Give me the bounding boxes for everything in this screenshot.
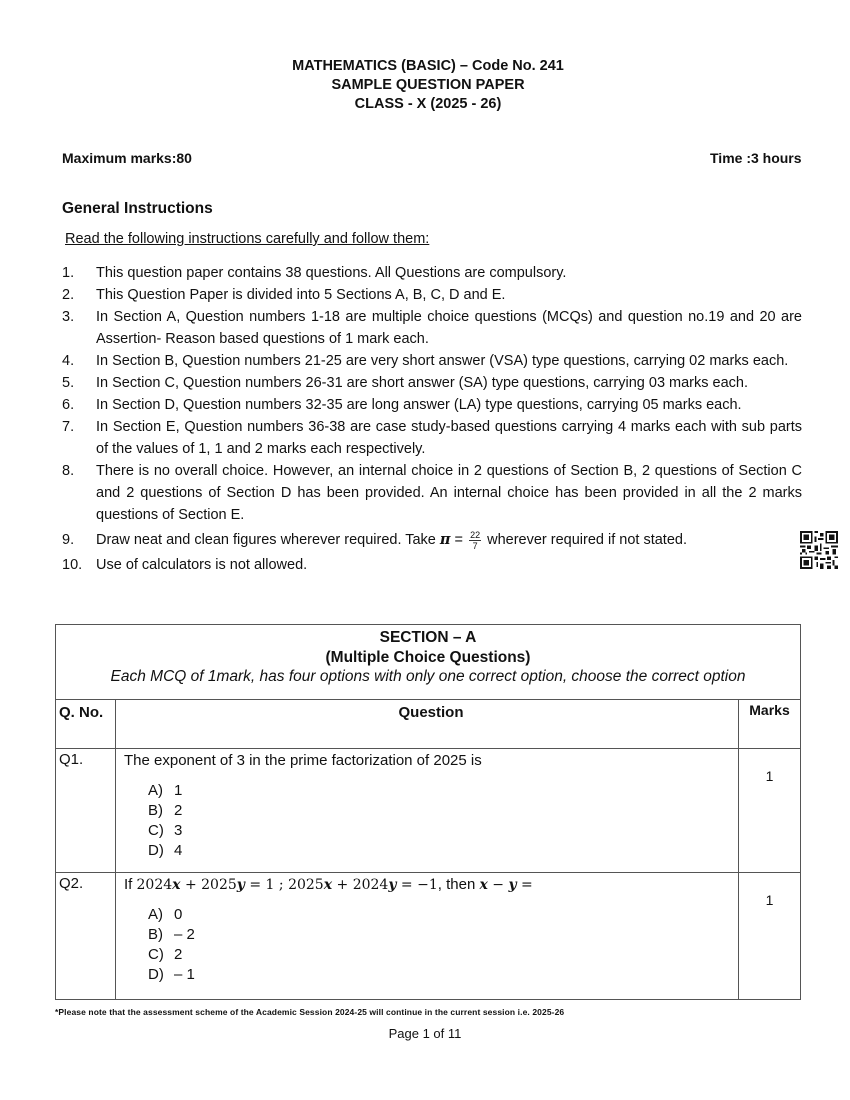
section-a-table xyxy=(55,624,801,1000)
instruction-item xyxy=(62,262,802,284)
option-value: 2 xyxy=(174,802,183,819)
option-label: D) xyxy=(148,966,164,983)
math-var: y xyxy=(236,877,245,893)
math-term: = xyxy=(516,877,533,893)
option-label: B) xyxy=(148,802,163,819)
math-term: 2025 xyxy=(288,877,324,893)
instruction-text: Use of calculators is not allowed. xyxy=(96,557,308,573)
instruction-number: 7. xyxy=(62,419,75,435)
option-value: 2 xyxy=(174,946,183,963)
option-value: – 1 xyxy=(174,966,195,983)
option-label: B) xyxy=(148,926,163,943)
title-subject: MATHEMATICS (BASIC) – Code No. 241 xyxy=(292,58,564,74)
instruction-item xyxy=(62,554,802,576)
option-item xyxy=(148,925,738,945)
footer-note: *Please note that the assessment scheme of the Academic Session 2024-25 will continue in the current session i.e. 2025-26 xyxy=(55,1007,565,1017)
instructions-intro: Read the following instructions carefully and follow them: xyxy=(65,231,430,247)
option-item xyxy=(148,781,738,801)
instruction-text: This Question Paper is divided into 5 Sections A, B, C, D and E. xyxy=(96,287,506,303)
math-term: = 1 ; xyxy=(244,877,289,893)
math-var: y xyxy=(388,877,397,893)
title-class: CLASS - X (2025 - 26) xyxy=(354,96,502,112)
instruction-number: 4. xyxy=(62,353,75,369)
question-marks: 1 xyxy=(765,892,774,908)
equation-1 xyxy=(137,877,289,893)
math-var: x xyxy=(479,877,488,893)
math-term: = −1 xyxy=(396,877,438,893)
option-item xyxy=(148,945,738,965)
instruction-number: 6. xyxy=(62,397,75,413)
instruction-text-part: wherever required if not stated. xyxy=(483,532,687,548)
pi-symbol: π xyxy=(439,531,451,548)
instruction-text: There is no overall choice. However, an internal choice in 2 questions of Section B, 2 questions of Section C and 2 questions of Section D has been provided. An internal choice has been provided in all the 2 marks questions of Section E. xyxy=(96,463,802,523)
option-item xyxy=(148,965,738,985)
section-description: Each MCQ of 1mark, has four options with only one correct option, choose the correct option xyxy=(110,668,746,685)
section-subtitle: (Multiple Choice Questions) xyxy=(325,648,531,666)
table-header-row xyxy=(56,700,800,749)
option-label: C) xyxy=(148,946,164,963)
instruction-number: 8. xyxy=(62,463,75,479)
option-label: C) xyxy=(148,822,164,839)
instruction-item xyxy=(62,394,802,416)
instruction-number: 3. xyxy=(62,309,75,325)
expression-x-minus-y xyxy=(479,877,532,893)
instruction-item xyxy=(62,306,802,350)
fraction-numerator: 22 xyxy=(470,529,481,540)
instruction-number: 1. xyxy=(62,265,75,281)
question-number: Q2. xyxy=(56,873,116,999)
column-header-qno: Q. No. xyxy=(56,700,116,748)
option-value: – 2 xyxy=(174,926,195,943)
page-number: Page 1 of 11 xyxy=(388,1026,462,1041)
column-header-question: Question xyxy=(116,700,739,748)
instruction-number: 9. xyxy=(62,532,75,548)
question-cell xyxy=(116,873,739,999)
option-item xyxy=(148,905,738,925)
instruction-text: In Section D, Question numbers 32-35 are long answer (LA) type questions, carrying 05 marks each. xyxy=(96,397,742,413)
fraction-denominator: 7 xyxy=(472,540,478,551)
math-term: 2024 xyxy=(136,877,173,893)
instruction-number: 2. xyxy=(62,287,75,303)
instruction-number: 5. xyxy=(62,375,75,391)
table-row xyxy=(56,749,800,873)
math-var: y xyxy=(508,877,517,893)
option-value: 4 xyxy=(174,842,183,859)
section-title: SECTION – A xyxy=(379,629,477,646)
general-instructions-heading: General Instructions xyxy=(62,200,213,217)
question-cell xyxy=(116,749,739,872)
instruction-text: In Section B, Question numbers 21-25 are very short answer (VSA) type questions, carrying 02 marks each. xyxy=(96,353,789,369)
option-item xyxy=(148,821,738,841)
option-item xyxy=(148,841,738,861)
instruction-item xyxy=(62,284,802,306)
option-item xyxy=(148,801,738,821)
options-list xyxy=(148,905,738,985)
option-label: D) xyxy=(148,842,164,859)
maximum-marks: Maximum marks:80 xyxy=(62,150,192,166)
option-value: 0 xyxy=(174,906,183,923)
question-text: The exponent of 3 in the prime factorization of 2025 is xyxy=(124,752,482,769)
qr-code-icon[interactable] xyxy=(800,531,838,569)
math-term: + 2024 xyxy=(332,877,389,893)
section-a-header xyxy=(56,625,800,700)
instruction-item xyxy=(62,372,802,394)
instruction-text: This question paper contains 38 questions. All Questions are compulsory. xyxy=(96,265,567,281)
math-term: + 2025 xyxy=(180,877,237,893)
option-label: A) xyxy=(148,782,163,799)
question-marks: 1 xyxy=(765,768,774,784)
question-text-part: , then xyxy=(437,876,480,893)
table-row xyxy=(56,873,800,999)
equation-2 xyxy=(288,877,438,893)
paper-title xyxy=(0,57,850,114)
instruction-text: In Section E, Question numbers 36-38 are case study-based questions carrying 4 marks each with sub parts of the values of 1, 1 and 2 marks each respectively. xyxy=(96,419,802,457)
instruction-text xyxy=(96,529,802,551)
instruction-text-part: Draw neat and clean figures wherever required. Take xyxy=(96,532,440,548)
instruction-item xyxy=(62,416,802,460)
instructions-list xyxy=(62,262,802,576)
question-text xyxy=(124,875,738,895)
instruction-item xyxy=(62,529,802,551)
options-list xyxy=(148,781,738,861)
column-header-marks: Marks xyxy=(749,702,790,718)
option-value: 3 xyxy=(174,822,183,839)
math-var: x xyxy=(323,877,333,893)
instruction-text: In Section C, Question numbers 26-31 are short answer (SA) type questions, carrying 03 marks each. xyxy=(96,375,749,391)
question-text-part: If xyxy=(124,876,137,893)
title-paper-type: SAMPLE QUESTION PAPER xyxy=(331,77,525,93)
option-label: A) xyxy=(148,906,163,923)
time-allowed: Time :3 hours xyxy=(710,150,802,166)
instruction-number: 10. xyxy=(62,557,83,573)
math-var: x xyxy=(172,877,181,893)
option-value: 1 xyxy=(174,782,183,799)
instruction-item xyxy=(62,350,802,372)
question-number: Q1. xyxy=(56,749,116,872)
equals-sign: = xyxy=(450,532,468,548)
instruction-item xyxy=(62,460,802,526)
pi-fraction xyxy=(469,530,481,551)
instruction-text: In Section A, Question numbers 1-18 are multiple choice questions (MCQs) and question no.19 and 20 are Assertion- Reason based questions of 1 mark each. xyxy=(96,309,802,347)
math-term: − xyxy=(487,877,509,893)
